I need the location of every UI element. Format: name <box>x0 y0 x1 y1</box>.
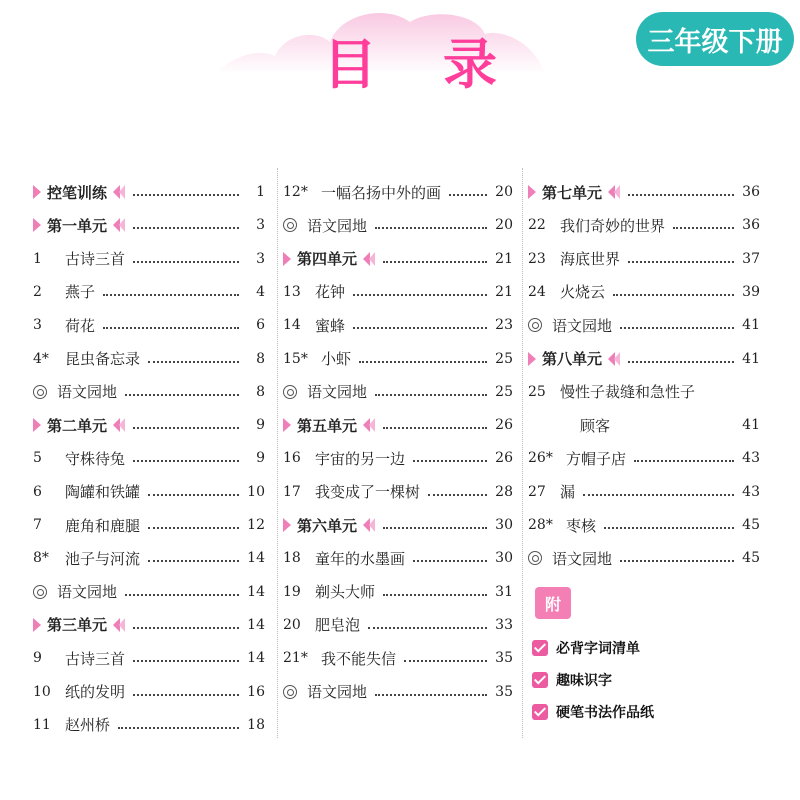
leader-dots <box>148 494 239 496</box>
leader-dots <box>125 394 239 396</box>
toc-entry <box>283 377 513 407</box>
entry-title: 我变成了一棵树 <box>315 483 421 502</box>
entry-title: 肥皂泡 <box>315 616 361 635</box>
entry-title: 赵州桥 <box>65 716 111 735</box>
page-number: 14 <box>247 650 265 667</box>
entry-title: 昆虫备忘录 <box>65 350 141 368</box>
page-number: 3 <box>256 250 265 267</box>
leader-dots <box>449 194 487 196</box>
unit-arrow-end-icon <box>113 617 125 633</box>
leader-dots <box>413 560 487 562</box>
leader-dots <box>583 494 734 496</box>
lesson-number: 13 <box>283 283 301 300</box>
leader-dots <box>404 660 487 662</box>
entry-title: 燕子 <box>65 283 96 302</box>
leader-dots <box>125 594 239 596</box>
leader-dots <box>148 560 239 562</box>
entry-title: 控笔训练 <box>47 183 108 202</box>
entry-title: 海底世界 <box>560 250 621 269</box>
toc-entry <box>33 577 265 607</box>
entry-title: 语文园地 <box>57 583 118 602</box>
leader-dots <box>673 227 734 229</box>
page-number: 9 <box>256 450 265 467</box>
page-number: 41 <box>742 317 760 334</box>
leader-dots <box>375 227 487 229</box>
page-number: 45 <box>742 550 760 567</box>
lesson-number: 24 <box>528 283 546 300</box>
toc-unit-heading <box>528 344 760 374</box>
toc-entry <box>33 344 265 374</box>
leader-dots <box>634 460 734 462</box>
leader-dots <box>118 727 239 729</box>
toc-entry <box>283 577 513 607</box>
page-number: 21 <box>495 283 513 300</box>
lesson-number: 2 <box>33 283 42 300</box>
leader-dots <box>628 261 734 263</box>
page-number: 30 <box>495 517 513 533</box>
leader-dots <box>428 494 487 496</box>
unit-arrow-end-icon <box>363 251 375 267</box>
unit-arrow-icon <box>33 418 41 432</box>
entry-title: 语文园地 <box>552 549 613 568</box>
page-number: 3 <box>256 217 265 234</box>
toc-entry <box>33 510 265 540</box>
unit-arrow-end-icon <box>363 517 375 533</box>
leader-dots <box>620 327 734 329</box>
page-number: 14 <box>247 550 265 567</box>
entry-title: 第五单元 <box>297 416 358 435</box>
leader-dots <box>353 294 487 296</box>
page-number: 39 <box>742 283 760 300</box>
leader-dots <box>383 527 487 529</box>
entry-title: 第二单元 <box>47 416 108 435</box>
entry-title: 守株待兔 <box>65 449 126 468</box>
page-number: 16 <box>247 683 265 700</box>
entry-title: 语文园地 <box>57 383 118 402</box>
leader-dots <box>148 361 239 363</box>
bullseye-icon <box>33 585 47 599</box>
entry-title: 童年的水墨画 <box>315 549 406 568</box>
toc-entry <box>528 210 760 240</box>
toc-entry <box>283 310 513 340</box>
leader-dots <box>368 627 487 629</box>
entry-title: 顾客 <box>580 416 611 435</box>
leader-dots <box>375 394 487 396</box>
lesson-number: 11 <box>33 716 51 733</box>
page-number: 37 <box>742 250 760 267</box>
bullseye-icon <box>283 218 297 232</box>
leader-dots <box>620 560 734 562</box>
unit-arrow-icon <box>283 252 291 266</box>
toc-entry <box>33 443 265 473</box>
page-number: 35 <box>495 683 513 700</box>
page-number: 20 <box>495 184 513 200</box>
toc-entry <box>528 410 760 440</box>
toc-entry <box>33 244 265 274</box>
page-title <box>310 30 510 100</box>
toc-unit-heading <box>283 244 513 274</box>
toc-entry <box>283 443 513 473</box>
page-number: 8 <box>256 350 265 367</box>
leader-dots <box>628 361 734 363</box>
page-number: 8 <box>256 383 265 400</box>
entry-title: 我不能失信 <box>321 649 397 668</box>
page-number: 31 <box>495 583 513 600</box>
entry-title: 枣核 <box>566 516 597 535</box>
entry-title: 第四单元 <box>297 250 358 269</box>
entry-title: 我们奇妙的世界 <box>560 216 666 235</box>
lesson-number: 12* <box>283 184 308 200</box>
leader-dots <box>359 361 487 363</box>
lesson-number: 27 <box>528 483 546 500</box>
page-number: 36 <box>742 184 760 200</box>
lesson-number: 14 <box>283 317 301 334</box>
toc-unit-heading <box>283 410 513 440</box>
entry-title: 纸的发明 <box>65 683 126 701</box>
lesson-number: 26* <box>528 450 553 467</box>
toc-entry <box>283 344 513 374</box>
entry-title: 语文园地 <box>307 383 368 402</box>
checkmark-icon <box>532 672 548 688</box>
leader-dots <box>148 527 239 529</box>
leader-dots <box>383 261 487 263</box>
page-number: 33 <box>495 616 513 633</box>
toc-entry <box>528 277 760 307</box>
unit-arrow-icon <box>283 518 291 532</box>
appendix-item-label: 硬笔书法作品纸 <box>556 705 654 721</box>
entry-title: 第三单元 <box>47 616 108 635</box>
toc-entry <box>528 510 760 540</box>
toc-entry <box>33 477 265 507</box>
toc-entry <box>33 377 265 407</box>
unit-arrow-end-icon <box>113 417 125 433</box>
entry-title: 方帽子店 <box>566 449 627 468</box>
leader-dots <box>133 694 239 696</box>
column-divider-1 <box>277 168 278 738</box>
lesson-number: 20 <box>283 616 301 633</box>
page-number: 26 <box>495 450 513 467</box>
entry-title: 池子与河流 <box>65 549 141 568</box>
entry-title: 第八单元 <box>542 350 603 368</box>
page-number: 10 <box>247 483 265 500</box>
bullseye-icon <box>528 318 542 332</box>
toc-unit-heading <box>528 177 760 207</box>
page-number: 28 <box>495 483 513 500</box>
page-number: 9 <box>256 417 265 434</box>
unit-arrow-end-icon <box>608 351 620 367</box>
checkmark-icon <box>532 704 548 720</box>
entry-title: 第一单元 <box>47 216 108 235</box>
page-number: 43 <box>742 483 760 500</box>
page-number: 20 <box>495 217 513 234</box>
column-divider-2 <box>522 168 523 738</box>
unit-arrow-icon <box>33 618 41 632</box>
toc-entry <box>33 277 265 307</box>
toc-entry <box>283 643 513 673</box>
toc-entry <box>33 710 265 740</box>
leader-dots <box>383 594 487 596</box>
entry-title: 蜜蜂 <box>315 316 346 335</box>
toc-entry <box>283 210 513 240</box>
toc-entry <box>283 477 513 507</box>
page-number: 25 <box>495 383 513 400</box>
page-number: 30 <box>495 550 513 567</box>
entry-title: 花钟 <box>315 283 346 302</box>
appendix-item <box>532 668 612 692</box>
unit-arrow-icon <box>528 352 536 366</box>
toc-entry <box>528 377 760 407</box>
lesson-number: 17 <box>283 483 301 500</box>
page-number: 41 <box>742 417 760 434</box>
lesson-number: 4* <box>33 350 49 367</box>
entry-title: 宇宙的另一边 <box>315 449 406 468</box>
toc-unit-heading <box>283 510 513 540</box>
lesson-number: 19 <box>283 583 301 600</box>
lesson-number: 3 <box>33 317 42 334</box>
lesson-number: 22 <box>528 217 546 234</box>
entry-title: 漏 <box>560 483 576 502</box>
page-number: 21 <box>495 250 513 267</box>
leader-dots <box>375 694 487 696</box>
toc-entry <box>283 610 513 640</box>
unit-arrow-icon <box>33 218 41 232</box>
entry-title: 陶罐和铁罐 <box>65 483 141 502</box>
appendix-item-label: 趣味识字 <box>556 673 612 689</box>
title-char-1: 目 <box>323 33 377 96</box>
lesson-number: 7 <box>33 517 42 533</box>
page-number: 12 <box>247 517 265 533</box>
page-number: 4 <box>256 283 265 300</box>
bullseye-icon <box>528 551 542 565</box>
toc-entry <box>283 677 513 707</box>
appendix-item <box>532 700 654 724</box>
unit-arrow-end-icon <box>113 217 125 233</box>
entry-title: 荷花 <box>65 316 96 335</box>
unit-arrow-end-icon <box>608 184 620 200</box>
lesson-number: 9 <box>33 650 42 667</box>
leader-dots <box>133 261 239 263</box>
leader-dots <box>604 527 734 529</box>
checkmark-icon <box>532 640 548 656</box>
leader-dots <box>133 227 239 229</box>
leader-dots <box>133 427 239 429</box>
leader-dots <box>383 427 487 429</box>
leader-dots <box>628 194 734 196</box>
page-number: 14 <box>247 616 265 633</box>
toc-entry <box>528 310 760 340</box>
page-number: 26 <box>495 417 513 434</box>
page-number: 25 <box>495 350 513 367</box>
page-number: 43 <box>742 450 760 467</box>
leader-dots <box>613 294 734 296</box>
bullseye-icon <box>283 385 297 399</box>
unit-arrow-icon <box>528 185 536 199</box>
page-number: 41 <box>742 350 760 367</box>
lesson-number: 6 <box>33 483 42 500</box>
bullseye-icon <box>33 385 47 399</box>
entry-title: 火烧云 <box>560 283 606 302</box>
grade-badge: 三年级下册 <box>636 12 794 66</box>
entry-title: 第六单元 <box>297 516 358 535</box>
toc-entry <box>283 543 513 573</box>
appendix-badge: 附 <box>535 587 571 619</box>
toc-unit-heading <box>33 610 265 640</box>
entry-title: 慢性子裁缝和急性子 <box>560 383 696 402</box>
bullseye-icon <box>283 685 297 699</box>
toc-entry <box>33 677 265 707</box>
toc-entry <box>283 177 513 207</box>
toc-entry <box>33 310 265 340</box>
leader-dots <box>133 660 239 662</box>
lesson-number: 5 <box>33 450 42 467</box>
lesson-number: 28* <box>528 517 553 533</box>
lesson-number: 18 <box>283 550 301 567</box>
entry-title: 语文园地 <box>552 316 613 335</box>
toc-entry <box>33 643 265 673</box>
unit-arrow-end-icon <box>113 184 125 200</box>
page-number: 14 <box>247 583 265 600</box>
lesson-number: 16 <box>283 450 301 467</box>
page-number: 36 <box>742 217 760 234</box>
leader-dots <box>103 327 239 329</box>
leader-dots <box>353 327 487 329</box>
lesson-number: 23 <box>528 250 546 267</box>
toc-entry <box>528 543 760 573</box>
entry-title: 古诗三首 <box>65 649 126 668</box>
page-number: 23 <box>495 317 513 334</box>
lesson-number: 21* <box>283 650 308 667</box>
unit-arrow-icon <box>283 418 291 432</box>
leader-dots <box>413 460 487 462</box>
leader-dots <box>133 627 239 629</box>
appendix-item <box>532 636 640 660</box>
toc-entry <box>283 277 513 307</box>
lesson-number: 25 <box>528 383 546 400</box>
toc-unit-heading <box>33 177 265 207</box>
leader-dots <box>133 460 239 462</box>
toc-unit-heading <box>33 410 265 440</box>
toc-entry <box>528 443 760 473</box>
title-char-2: 录 <box>443 33 497 96</box>
entry-title: 鹿角和鹿腿 <box>65 516 141 535</box>
lesson-number: 15* <box>283 350 308 367</box>
page-number: 35 <box>495 650 513 667</box>
toc-entry <box>33 543 265 573</box>
toc-entry <box>528 477 760 507</box>
lesson-number: 8* <box>33 550 49 567</box>
toc-unit-heading <box>33 210 265 240</box>
unit-arrow-end-icon <box>363 417 375 433</box>
page-number: 45 <box>742 517 760 533</box>
unit-arrow-icon <box>33 185 41 199</box>
page-number: 6 <box>256 317 265 334</box>
lesson-number: 10 <box>33 683 51 700</box>
toc-entry <box>528 244 760 274</box>
page-number: 18 <box>247 716 265 733</box>
leader-dots <box>133 194 239 196</box>
entry-title: 一幅名扬中外的画 <box>321 183 442 202</box>
entry-title: 语文园地 <box>307 683 368 701</box>
entry-title: 古诗三首 <box>65 250 126 269</box>
leader-dots <box>103 294 239 296</box>
entry-title: 小虾 <box>321 350 352 368</box>
entry-title: 剃头大师 <box>315 583 376 602</box>
page-number: 1 <box>256 184 265 200</box>
entry-title: 语文园地 <box>307 216 368 235</box>
entry-title: 第七单元 <box>542 183 603 202</box>
appendix-item-label: 必背字词清单 <box>556 641 640 657</box>
lesson-number: 1 <box>33 250 42 267</box>
